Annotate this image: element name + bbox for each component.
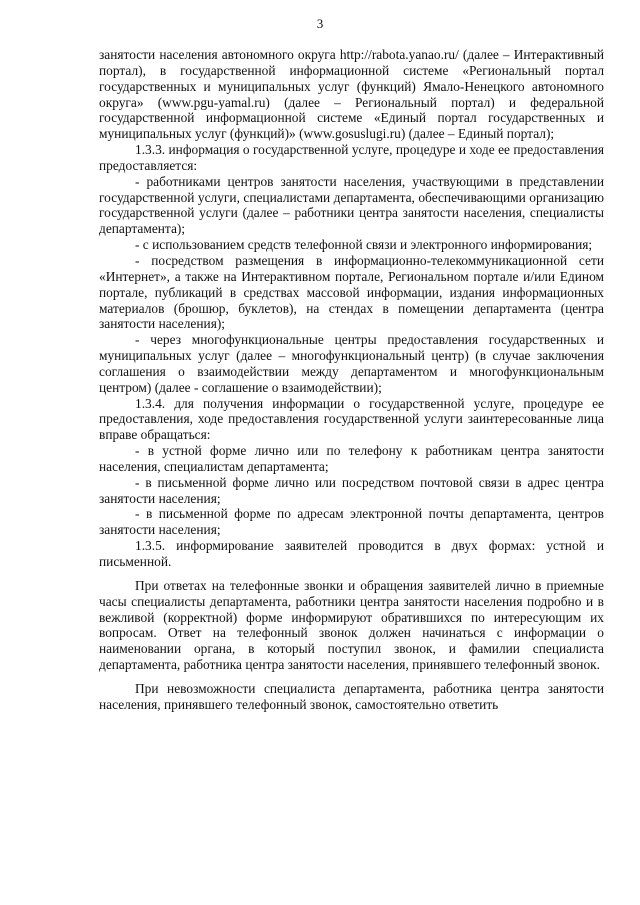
list-item-written-form: - в письменной форме лично или посредством почтовой связи в адрес центра занятости населения;: [99, 474, 604, 506]
list-item-email: - в письменной форме по адресам электронной почты департамента, центров занятости населения;: [99, 506, 604, 538]
paragraph-phone-answers: При ответах на телефонные звонки и обращения заявителей лично в приемные часы специалисты департамента, работники центра занятости населения подробно и в вежливой (корректной) форме информируют обратившихся по интересующим их вопросам. Ответ на телефонный звонок должен начинаться с информации о наименовании органа, в который поступил звонок, и фамилии специалиста департамента, работника центра занятости населения, принявшего телефонный звонок.: [99, 577, 604, 673]
paragraph-1-3-3: 1.3.3. информация о государственной услуге, процедуре и ходе ее предоставления предоставляется:: [99, 142, 604, 173]
document-body: [99, 47, 604, 713]
paragraph-inability: При невозможности специалиста департамента, работника центра занятости населения, принявшего телефонный звонок, самостоятельно ответить: [99, 680, 604, 712]
paragraph-portals: занятости населения автономного округа http://rabota.yanao.ru/ (далее – Интерактивный портал), в государственной информационной системе «Региональный портал государственных и муниципальных услуг (функций) Ямало-Ненецкого автономного округа» (www.pgu-yamal.ru) (далее – Региональный портал) и федеральной государственной информационной системе «Единый портал государственных и муниципальных услуг (функций)» (www.gosuslugi.ru) (далее – Единый портал);: [99, 47, 604, 142]
paragraph-1-3-5: 1.3.5. информирование заявителей проводится в двух формах: устной и письменной.: [99, 538, 604, 569]
paragraph-1-3-4: 1.3.4. для получения информации о государственной услуге, процедуре ее предоставления, ходе предоставления государственной услуги заинтересованные лица вправе обращаться:: [99, 395, 604, 443]
list-item-mfc: - через многофункциональные центры предоставления государственных и муниципальных услуг (далее – многофункциональный центр) (в случае заключения соглашения о взаимодействии между департаментом и многофункциональным центром) (далее - соглашение о взаимодействии);: [99, 332, 604, 395]
list-item-internet: - посредством размещения в информационно-телекоммуникационной сети «Интернет», а также на Интерактивном портале, Региональном портале и/или Едином портале, публикаций в средствах массовой информации, издания информационных материалов (брошюр, буклетов), на стендах в помещении департамента (центра занятости населения);: [99, 252, 604, 332]
list-item-oral-form: - в устной форме лично или по телефону к работникам центра занятости населения, специалистам департамента;: [99, 443, 604, 474]
list-item-employees: - работниками центров занятости населения, участвующими в представлении государственной услуги, специалистами департамента, обеспечивающими организацию государственной услуги (далее – работники центра занятости населения, специалисты департамента);: [99, 173, 604, 237]
page-number: 3: [316, 16, 324, 31]
list-item-telephone: - с использованием средств телефонной связи и электронного информирования;: [135, 237, 593, 253]
